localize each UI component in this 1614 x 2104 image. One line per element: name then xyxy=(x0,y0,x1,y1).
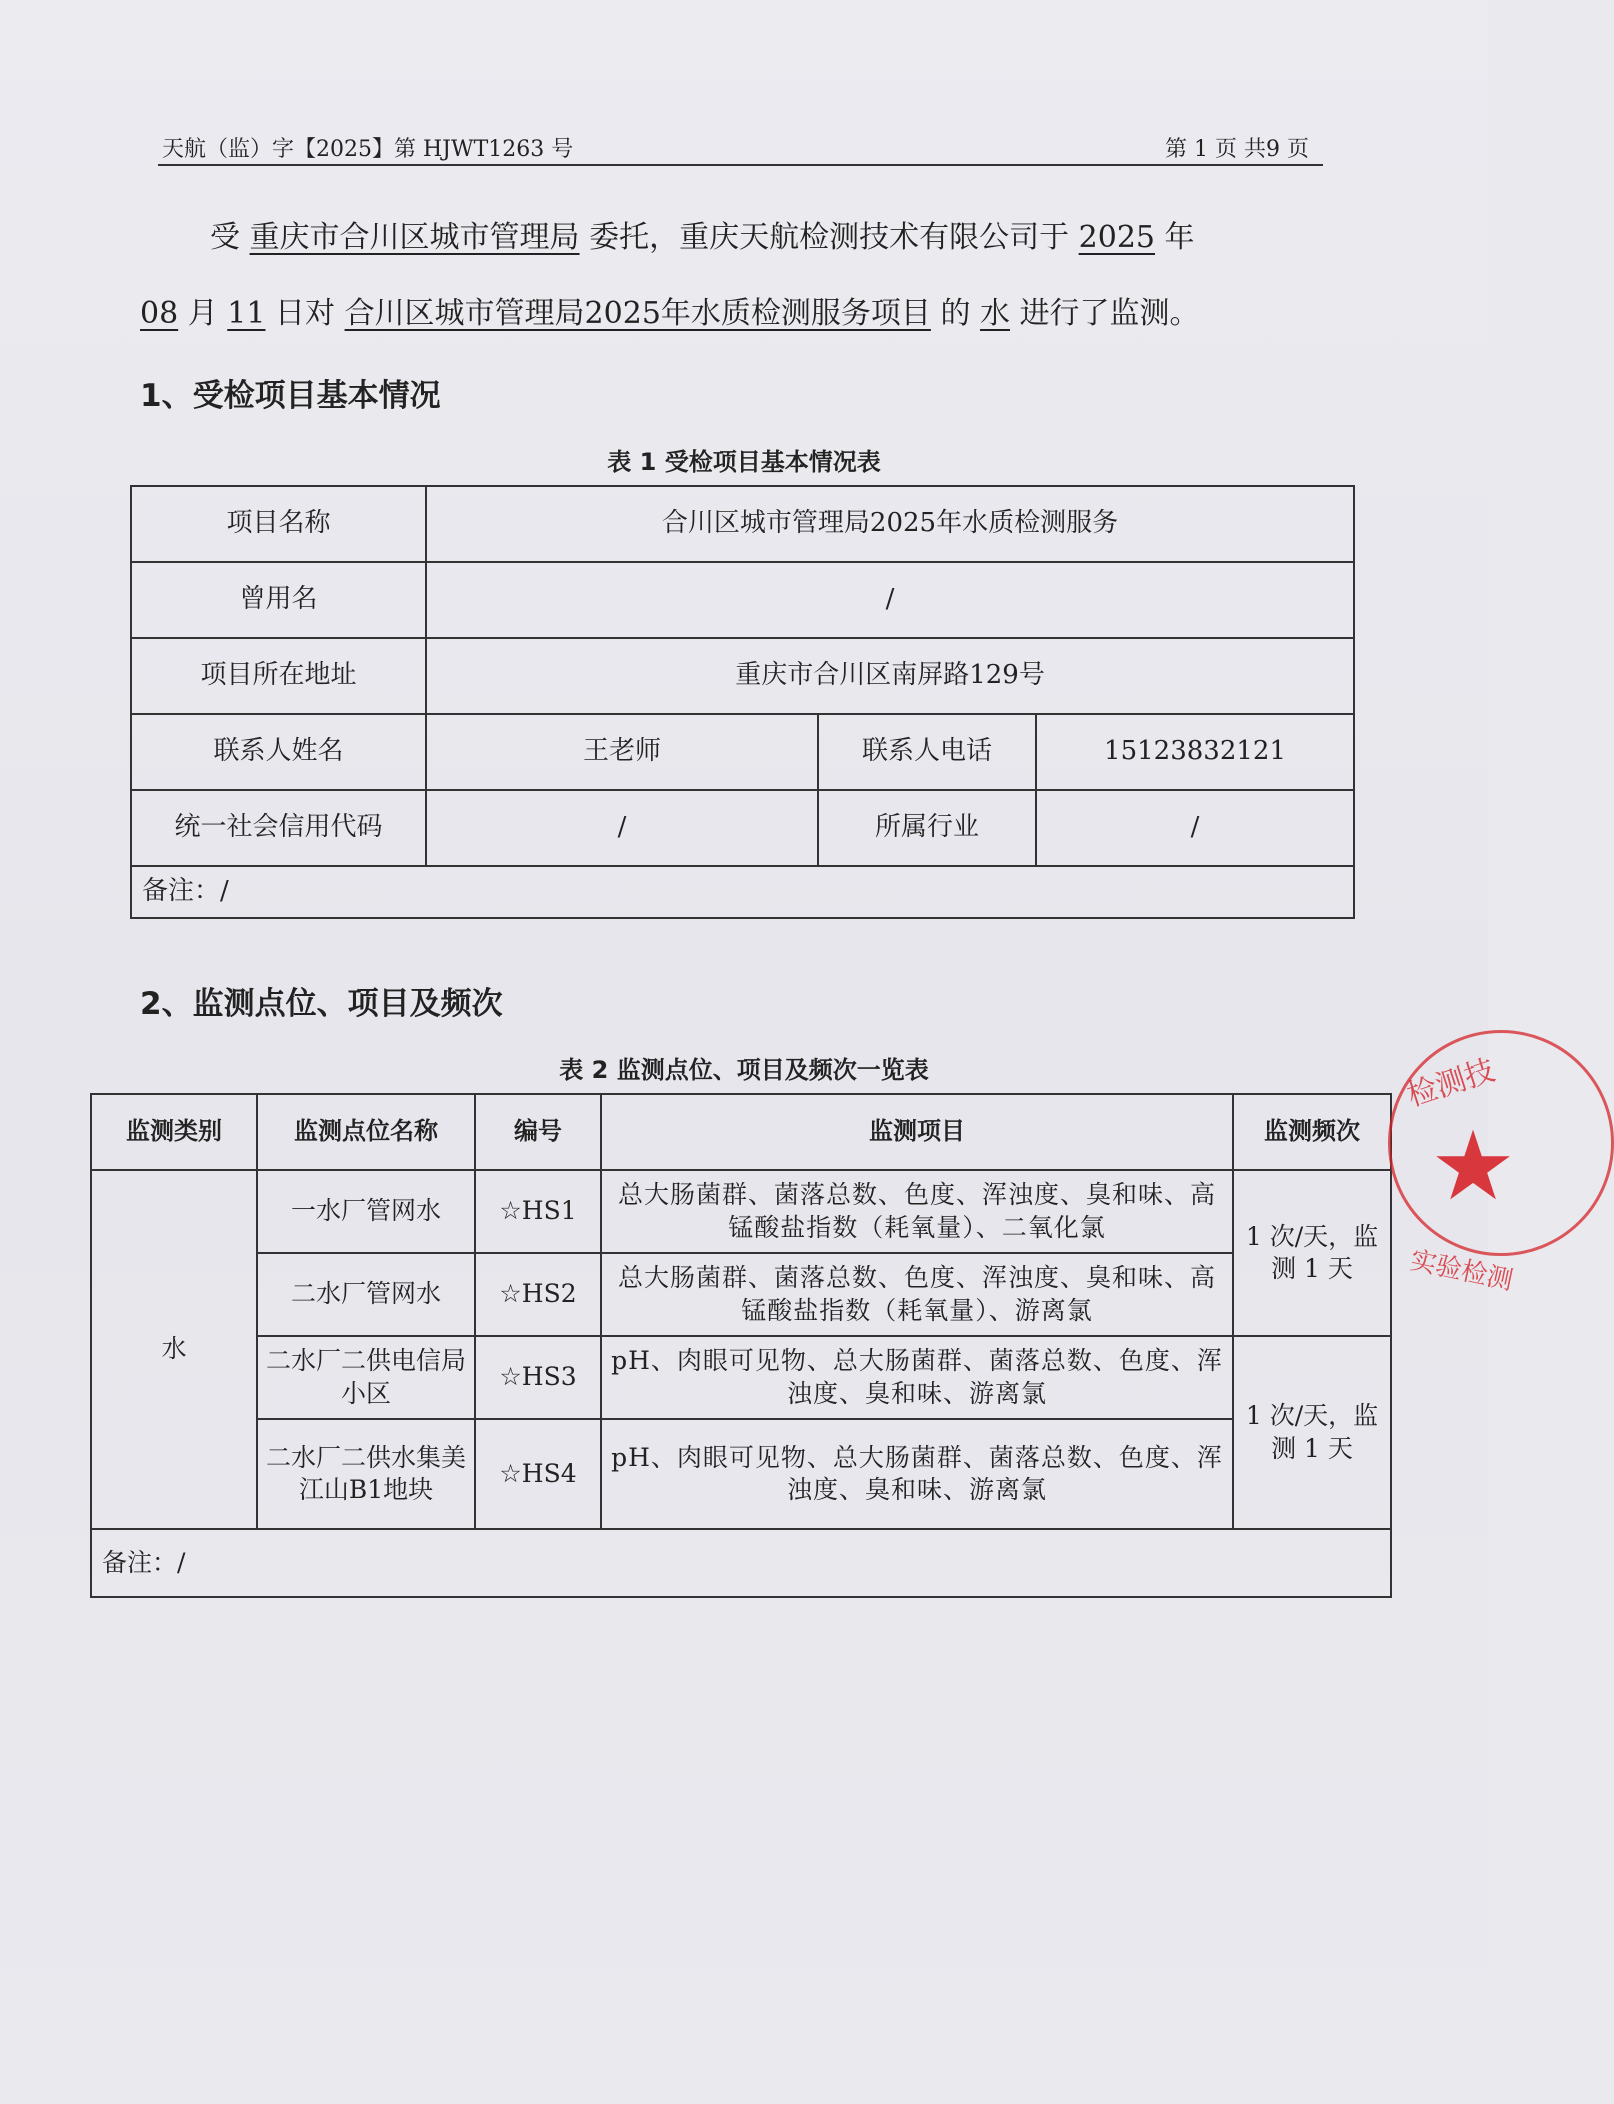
project-name-value: 合川区城市管理局2025年水质检测服务 xyxy=(426,486,1354,562)
column-header: 监测类别 xyxy=(91,1094,257,1170)
phone-value: 15123832121 xyxy=(1036,714,1354,790)
monitor-object: 水 xyxy=(980,296,1011,331)
intro-text: 的 xyxy=(940,296,971,331)
stamp-text-bottom: 实验检测 xyxy=(1407,1245,1516,1297)
project-name-label: 项目名称 xyxy=(131,486,426,562)
monitor-code: ☆HS2 xyxy=(475,1253,601,1336)
monitor-items: pH、肉眼可见物、总大肠菌群、菌落总数、色度、浑浊度、臭和味、游离氯 xyxy=(601,1336,1233,1419)
table-row xyxy=(91,1419,1391,1529)
monitor-year: 2025 xyxy=(1078,220,1155,255)
monitor-frequency: 1 次/天，监测 1 天 xyxy=(1233,1170,1391,1336)
industry-label: 所属行业 xyxy=(818,790,1036,866)
column-header: 编号 xyxy=(475,1094,601,1170)
section-1-title: 1、受检项目基本情况 xyxy=(140,378,441,414)
credit-code-label: 统一社会信用代码 xyxy=(131,790,426,866)
monitoring-table xyxy=(90,1093,1392,1598)
monitor-items: 总大肠菌群、菌落总数、色度、浑浊度、臭和味、高锰酸盐指数（耗氧量）、二氧化氯 xyxy=(601,1170,1233,1253)
table-row xyxy=(91,1336,1391,1419)
contact-value: 王老师 xyxy=(426,714,818,790)
intro-text: 月 xyxy=(187,296,218,331)
address-label: 项目所在地址 xyxy=(131,638,426,714)
table-row xyxy=(131,562,1354,638)
table-row xyxy=(91,1170,1391,1253)
stamp-text-top: 检测技 xyxy=(1402,1052,1500,1114)
column-header: 监测项目 xyxy=(601,1094,1233,1170)
table-row xyxy=(131,714,1354,790)
monitor-code: ☆HS1 xyxy=(475,1170,601,1253)
stamp-star-icon: ★ xyxy=(1430,1110,1517,1222)
project-name: 合川区城市管理局2025年水质检测服务项目 xyxy=(344,296,931,331)
phone-label: 联系人电话 xyxy=(818,714,1036,790)
monitor-code: ☆HS4 xyxy=(475,1419,601,1529)
intro-text: 日对 xyxy=(275,296,336,331)
table-row xyxy=(131,486,1354,562)
table-row xyxy=(91,1529,1391,1597)
credit-code-value: / xyxy=(426,790,818,866)
table-header-row xyxy=(91,1094,1391,1170)
table-row xyxy=(131,790,1354,866)
contact-label: 联系人姓名 xyxy=(131,714,426,790)
column-header: 监测频次 xyxy=(1233,1094,1391,1170)
column-header: 监测点位名称 xyxy=(257,1094,475,1170)
page-info: 第 1 页 共9 页 xyxy=(1165,137,1309,162)
intro-line-2 xyxy=(140,288,1340,332)
monitor-code: ☆HS3 xyxy=(475,1336,601,1419)
address-value: 重庆市合川区南屏路129号 xyxy=(426,638,1354,714)
monitor-point: 二水厂管网水 xyxy=(257,1253,475,1336)
table-row xyxy=(131,866,1354,918)
section-2-title: 2、监测点位、项目及频次 xyxy=(140,986,503,1022)
intro-text: 进行了监测。 xyxy=(1019,296,1200,331)
client-name: 重庆市合川区城市管理局 xyxy=(249,220,580,255)
monitor-items: pH、肉眼可见物、总大肠菌群、菌落总数、色度、浑浊度、臭和味、游离氯 xyxy=(601,1419,1233,1529)
monitor-items: 总大肠菌群、菌落总数、色度、浑浊度、臭和味、高锰酸盐指数（耗氧量）、游离氯 xyxy=(601,1253,1233,1336)
table-1-caption: 表 1 受检项目基本情况表 xyxy=(607,448,881,476)
monitor-point: 二水厂二供水集美江山B1地块 xyxy=(257,1419,475,1529)
document-header xyxy=(158,128,1323,166)
monitor-month: 08 xyxy=(140,296,179,331)
table-row xyxy=(131,638,1354,714)
monitor-frequency: 1 次/天，监测 1 天 xyxy=(1233,1336,1391,1529)
intro-text: 年 xyxy=(1164,220,1195,255)
intro-text: 受 xyxy=(210,220,240,255)
monitor-point: 二水厂二供电信局小区 xyxy=(257,1336,475,1419)
monitor-point: 一水厂管网水 xyxy=(257,1170,475,1253)
table-1-remark: 备注：/ xyxy=(131,866,1354,918)
former-name-label: 曾用名 xyxy=(131,562,426,638)
table-row xyxy=(91,1253,1391,1336)
monitor-day: 11 xyxy=(227,296,266,331)
intro-line-1 xyxy=(210,212,1410,256)
industry-value: / xyxy=(1036,790,1354,866)
monitor-category: 水 xyxy=(91,1170,257,1529)
doc-number: 天航（监）字【2025】第 HJWT1263 号 xyxy=(162,137,574,162)
table-2-remark: 备注：/ xyxy=(91,1529,1391,1597)
intro-text: 委托，重庆天航检测技术有限公司于 xyxy=(589,220,1070,255)
table-2-caption: 表 2 监测点位、项目及频次一览表 xyxy=(559,1056,929,1084)
basic-info-table xyxy=(130,485,1355,919)
former-name-value: / xyxy=(426,562,1354,638)
